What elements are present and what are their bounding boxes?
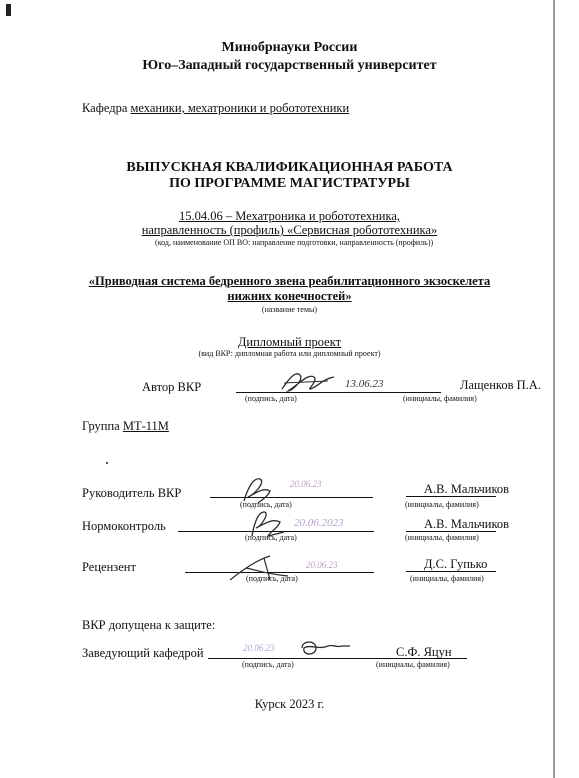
footer-city-year: Курск 2023 г. (254, 697, 325, 711)
reviewer-name-caption: (инициалы, фамилия) (410, 574, 484, 583)
supervisor-signature-line (210, 497, 373, 498)
head-name: С.Ф. Яцун (396, 645, 452, 659)
scan-edge-line-right (553, 0, 555, 778)
normcontrol-sign-caption: (подпись, дата) (245, 533, 297, 542)
work-type: Дипломный проект (237, 335, 342, 349)
program-line1: 15.04.06 – Мехатроника и робототехника, (178, 209, 401, 223)
group-label: Группа (82, 419, 120, 433)
author-signature-line (236, 392, 441, 393)
group-line (82, 419, 169, 434)
normcontrol-date: 20.06.2023 (294, 517, 344, 529)
group-value: МТ-11М (122, 419, 169, 433)
topic-line2: нижних конечностей» (227, 289, 352, 303)
department-line (82, 101, 349, 116)
supervisor-name: А.В. Мальчиков (424, 482, 510, 496)
author-label: Автор ВКР (142, 380, 202, 394)
supervisor-name-line (406, 496, 496, 497)
reviewer-sign-caption: (подпись, дата) (246, 574, 298, 583)
author-name: Лащенков П.А. (460, 378, 541, 392)
scan-edge-mark-left (6, 4, 11, 16)
normcontrol-name-caption: (инициалы, фамилия) (405, 533, 479, 542)
head-name-line (377, 658, 467, 659)
reviewer-name-line (406, 571, 496, 572)
head-date: 20.06.23 (243, 643, 275, 653)
admission-text: ВКР допущена к защите: (82, 618, 216, 632)
reviewer-date: 20.06.23 (306, 560, 338, 570)
supervisor-name-caption: (инициалы, фамилия) (405, 500, 479, 509)
head-label: Заведующий кафедрой (82, 646, 204, 660)
author-name-caption: (инициалы, фамилия) (403, 394, 477, 403)
reviewer-label: Рецензент (82, 560, 136, 574)
author-signature (278, 367, 338, 397)
department-prefix: Кафедра (82, 101, 128, 115)
program-caption: (код, наименование ОП ВО: направление подготовки, направленность (профиль)) (155, 238, 434, 247)
ministry: Минобрнауки России (221, 40, 358, 55)
stray-mark (106, 462, 108, 464)
topic-line1: «Приводная система бедренного звена реабилитационного экзоскелета (88, 274, 491, 288)
work-type-caption: (вид ВКР: дипломная работа или дипломный проект) (198, 349, 381, 358)
normcontrol-name: А.В. Мальчиков (424, 517, 510, 531)
topic-caption: (название темы) (261, 305, 318, 314)
reviewer-name: Д.С. Гупько (424, 557, 488, 571)
program-line2: направленность (профиль) «Сервисная робототехника» (141, 223, 438, 237)
supervisor-label: Руководитель ВКР (82, 486, 182, 500)
head-signature (292, 636, 352, 660)
work-title-line1: ВЫПУСКНАЯ КВАЛИФИКАЦИОННАЯ РАБОТА (126, 160, 453, 175)
supervisor-date: 20.06.23 (290, 479, 322, 489)
normcontrol-label: Нормоконтроль (82, 519, 166, 533)
author-sign-caption: (подпись, дата) (245, 394, 297, 403)
normcontrol-name-line (406, 531, 496, 532)
head-name-caption: (инициалы, фамилия) (376, 660, 450, 669)
head-sign-caption: (подпись, дата) (242, 660, 294, 669)
department-name: механики, мехатроники и робототехники (130, 101, 350, 115)
author-date: 13.06.23 (345, 378, 384, 390)
supervisor-sign-caption: (подпись, дата) (240, 500, 292, 509)
university: Юго–Западный государственный университет (142, 58, 437, 73)
work-title-line2: ПО ПРОГРАММЕ МАГИСТРАТУРЫ (169, 176, 410, 191)
